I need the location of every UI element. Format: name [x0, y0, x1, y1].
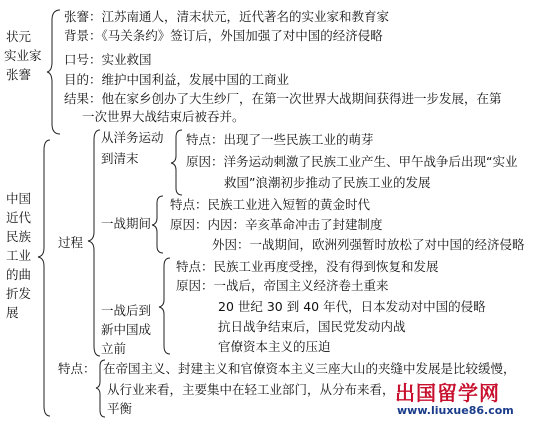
stage-3-line-2: 原因：一战后，帝国主义经济卷土重来: [176, 278, 389, 293]
topic-item-4: 目的：维护中国利益，发展中国的工商业: [64, 72, 290, 87]
topic-item-6: 一次世界大战结束后被吞并。: [82, 109, 245, 124]
stage-3-line-4: 抗日战争结束后，国民党发动内战: [218, 319, 406, 334]
topic-label-line-3: 张謇: [6, 67, 32, 82]
topic-label-line-1: 状元: [6, 29, 32, 44]
stage-2-title: 一战期间: [101, 216, 152, 231]
stage-2-line-2: 原因：内因：辛亥革命冲击了封建制度: [170, 217, 383, 232]
stage-3-title-line-2: 新中国成: [101, 322, 152, 337]
stage-2-brace: [151, 194, 167, 256]
stage-1-line-3: 救国”浪潮初步推动了民族工业的发展: [224, 175, 431, 190]
stage-3-line-5: 官僚资本主义的压迫: [218, 339, 331, 354]
feature-line-2: 从行业来看，主要集中在轻工业部门，从分布来看，: [107, 382, 395, 397]
stage-1-title-line-1: 从洋务运动: [101, 130, 164, 145]
stage-1-title-line-2: 到清末: [101, 151, 139, 166]
stage-1-line-2: 原因：洋务运动刺激了民族工业产生、甲午战争后出现“实业: [186, 154, 518, 169]
main-label-line-2: 近代: [6, 210, 32, 225]
topic-item-1: 张謇：江苏南通人，清末状元，近代著名的实业家和教育家: [64, 9, 390, 24]
main-label-line-4: 工业: [6, 248, 32, 263]
feature-line-3: 平衡: [107, 401, 133, 416]
main-label-line-3: 民族: [6, 229, 32, 244]
watermark-logo: [395, 382, 514, 418]
stage-3-line-1: 特点：民族工业再度受挫，没有得到恢复和发展: [176, 259, 439, 274]
stage-3-title-line-3: 立前: [101, 341, 127, 356]
stage-3-brace: [158, 256, 174, 356]
stage-2-line-1: 特点：民族工业进入短暂的黄金时代: [170, 197, 371, 212]
stage-1-line-1: 特点：出现了一些民族工业的萌芽: [186, 132, 374, 147]
topic-item-2: 背景：《马关条约》签订后，外国加强了对中国的经济侵略: [64, 28, 383, 43]
topic-item-5: 结果：他在家乡创办了大生纱厂，在第一次世界大战期间获得进一步发展，在第: [64, 91, 502, 106]
main-label-line-6: 折发: [6, 286, 32, 301]
watermark-name: 出国留学网: [395, 381, 500, 405]
feature-line-1: 在帝国主义、封建主义和官僚资本主义三座大山的夹缝中发展是比较缓慢，: [103, 361, 516, 376]
main-brace: [36, 138, 56, 420]
topic-brace: [46, 8, 66, 138]
watermark-url: www.liuxue86.com: [397, 404, 514, 417]
main-label-line-5: 的曲: [6, 267, 32, 282]
stage-2-line-3: 外因：一战期间，欧洲列强暂时放松了对中国的经济侵略: [212, 237, 525, 252]
stage-1-brace: [170, 128, 186, 198]
stage-3-line-3: 20 世纪 30 到 40 年代，日本发动对中国的侵略: [218, 299, 486, 314]
main-label-line-7: 展: [6, 305, 19, 320]
feature-label: 特点：: [58, 361, 96, 376]
stage-3-title-line-1: 一战后到: [101, 303, 152, 318]
main-label-line-1: 中国: [6, 191, 32, 206]
topic-item-3: 口号：实业救国: [64, 52, 152, 67]
topic-label-line-2: 实业家: [4, 48, 42, 63]
process-label: 过程: [58, 235, 84, 250]
